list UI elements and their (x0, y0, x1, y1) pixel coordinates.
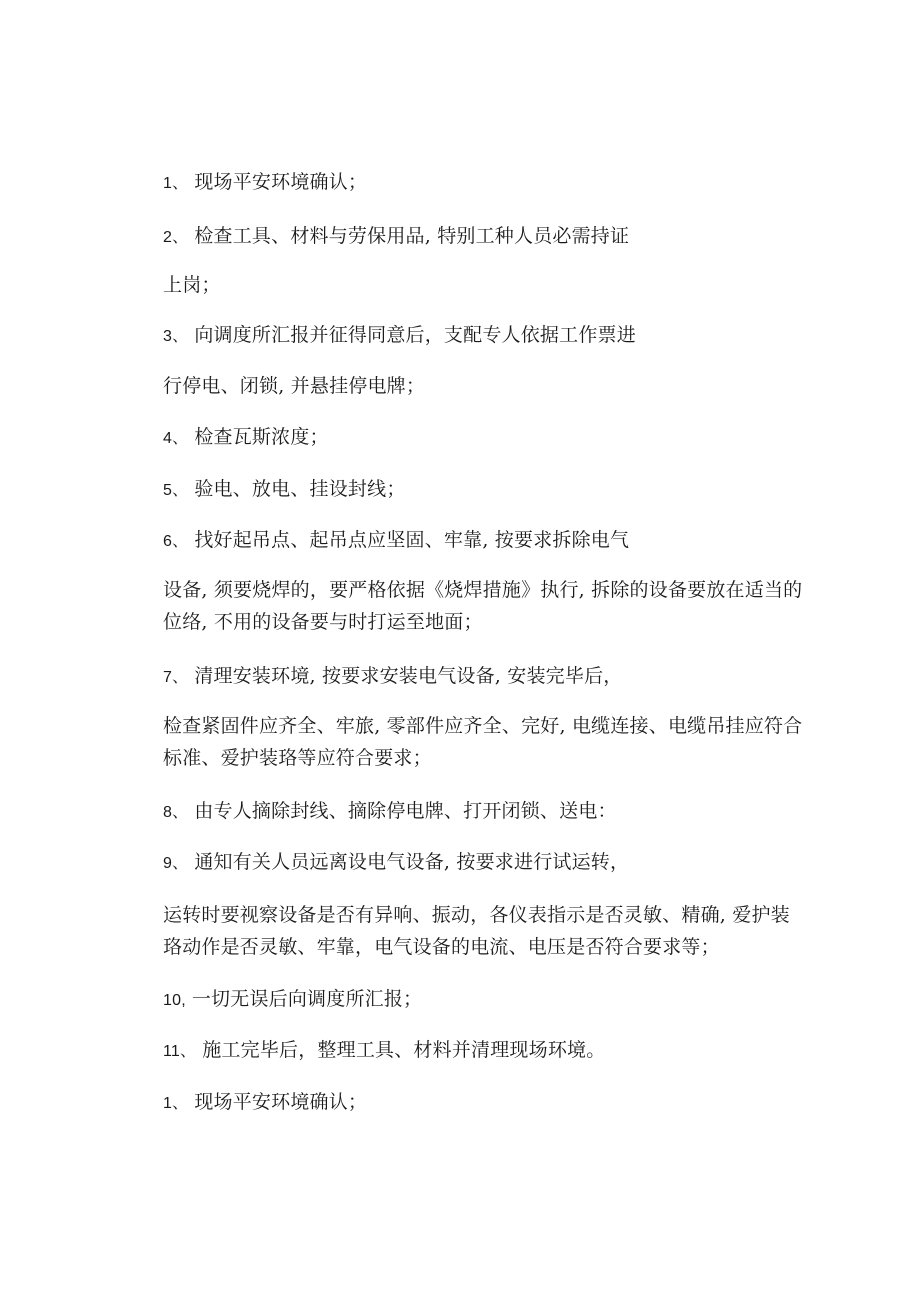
item-number: 6、 (163, 533, 189, 550)
item-number: 3、 (163, 328, 189, 345)
item-number: 7、 (163, 669, 189, 686)
item-text: 运转时要视察设备是否有异响、振动，各仪表指示是否灵敏、精确, 爱护装 (163, 904, 790, 926)
list-item-5 (163, 477, 406, 503)
item-text: 找好起吊点、起吊点应坚固、牢靠, 按要求拆除电气 (194, 529, 630, 551)
item-text: 一切无误后向调度所汇报； (191, 988, 423, 1010)
list-item-8 (163, 799, 617, 825)
continuation-line (163, 714, 802, 738)
item-text: 检查工具、材料与劳保用品, 特别工种人员必需持证 (194, 225, 630, 247)
item-number: 2、 (163, 229, 189, 246)
item-text: 施工完毕后，整理工具、材料并清理现场环境。 (202, 1039, 606, 1061)
item-number: 8、 (163, 804, 189, 821)
item-number: 9、 (163, 855, 189, 872)
item-text: 标准、爱护装珞等应符合要求； (163, 747, 432, 769)
item-number: 11、 (163, 1043, 197, 1060)
item-text: 检查瓦斯浓度； (194, 426, 329, 448)
continuation-line (163, 610, 483, 634)
item-text: 检查紧固件应齐全、牢旅, 零部件应齐全、完好, 电缆连接、电缆吊挂应符合 (163, 715, 803, 737)
item-number: 10, (163, 992, 186, 1009)
item-text: 行停电、闭锁, 并悬挂停电牌； (163, 375, 426, 397)
continuation-line (163, 903, 790, 927)
item-number: 5、 (163, 482, 189, 499)
list-item-9 (163, 850, 629, 876)
item-text: 验电、放电、挂设封线； (194, 478, 406, 500)
item-text: 向调度所汇报并征得同意后，支配专人依据工作票进 (194, 324, 636, 346)
continuation-line (163, 578, 802, 602)
list-item-10 (163, 987, 422, 1013)
continuation-line (163, 935, 720, 959)
item-number: 1、 (163, 1095, 189, 1112)
list-item-4 (163, 425, 329, 451)
list-item-11 (163, 1038, 605, 1064)
continuation-line (163, 746, 432, 770)
list-item-6 (163, 528, 629, 554)
item-text: 清理安装环境, 按要求安装电气设备, 安装完毕后， (194, 665, 623, 687)
item-text: 上岗； (163, 274, 221, 296)
item-text: 现场平安环境确认； (194, 1091, 368, 1113)
continuation-line (163, 273, 221, 297)
item-text: 现场平安环境确认； (194, 171, 368, 193)
list-item-1-repeat (163, 1090, 367, 1116)
continuation-line (163, 374, 425, 398)
list-item-1 (163, 170, 367, 196)
item-text: 由专人摘除封线、摘除停电牌、打开闭锁、送电： (194, 800, 617, 822)
item-number: 1、 (163, 175, 189, 192)
list-item-3 (163, 323, 636, 349)
item-text: 通知有关人员远离设电气设备, 按要求进行试运转， (194, 851, 630, 873)
item-text: 位络, 不用的设备要与时打运至地面； (163, 611, 483, 633)
item-text: 设备, 须要烧焊的，要严格依据《烧焊措施》执行, 拆除的设备要放在适当的 (163, 579, 803, 601)
item-text: 珞动作是否灵敏、牢靠，电气设备的电流、电压是否符合要求等； (163, 936, 720, 958)
item-number: 4、 (163, 430, 189, 447)
list-item-2 (163, 224, 629, 250)
list-item-7 (163, 664, 622, 690)
